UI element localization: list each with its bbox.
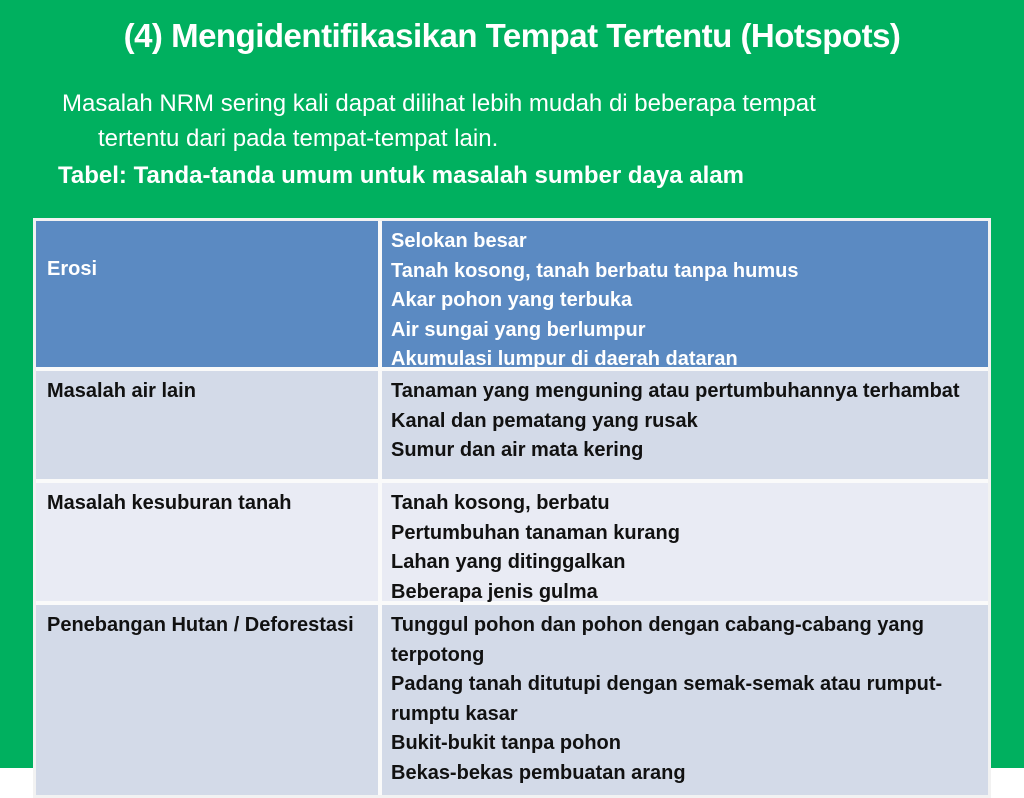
row-label-cell: Erosi [36, 221, 378, 367]
sign-line: Beberapa jenis gulma [391, 580, 598, 603]
table-row [36, 605, 988, 795]
sign-line: Padang tanah ditutupi dengan semak-semak atau rumput-rumptu kasar [391, 673, 943, 725]
sign-line: Akumulasi lumpur di daerah dataran [391, 348, 738, 370]
sign-line: Air sungai yang berlumpur [391, 318, 646, 341]
row-label-cell: Penebangan Hutan / Deforestasi [36, 605, 378, 795]
row-signs-cell [382, 605, 988, 795]
row-label-cell: Masalah air lain [36, 371, 378, 479]
sign-line: Akar pohon yang terbuka [391, 289, 633, 311]
sign-line: Lahan yang ditinggalkan [391, 551, 626, 573]
sign-line: Tanaman yang menguning atau pertumbuhannya terhambat [391, 380, 960, 402]
table-caption: Tabel: Tanda-tanda umum untuk masalah sumber daya alam [58, 162, 744, 189]
row-signs-cell [382, 483, 988, 601]
sign-line: Pertumbuhan tanaman kurang [391, 521, 680, 544]
intro-paragraph: Masalah NRM sering kali dapat dilihat lebih mudah di beberapa tempat tertentu dari pada tempat-tempat lain. [62, 90, 816, 152]
sign-line: Sumur dan air mata kering [391, 439, 644, 461]
table-row [36, 371, 988, 479]
sign-line: Bekas-bekas pembuatan arang [391, 761, 686, 784]
sign-line: Kanal dan pematang yang rusak [391, 409, 698, 432]
table-row [36, 221, 988, 370]
sign-line: Tanah kosong, berbatu [391, 492, 610, 514]
row-label-cell: Masalah kesuburan tanah [36, 483, 378, 601]
row-signs-cell [382, 371, 988, 479]
sign-line: Selokan besar [391, 230, 527, 252]
sign-line: Tanah kosong, tanah berbatu tanpa humus [391, 259, 799, 282]
table-row [36, 483, 988, 601]
row-signs-cell [382, 221, 988, 370]
sign-line: Bukit-bukit tanpa pohon [391, 732, 621, 754]
sign-line: Tunggul pohon dan pohon dengan cabang-cabang yang terpotong [391, 614, 924, 666]
signs-table [33, 218, 991, 798]
slide-title: (4) Mengidentifikasikan Tempat Tertentu (Hotspots) [123, 17, 901, 54]
